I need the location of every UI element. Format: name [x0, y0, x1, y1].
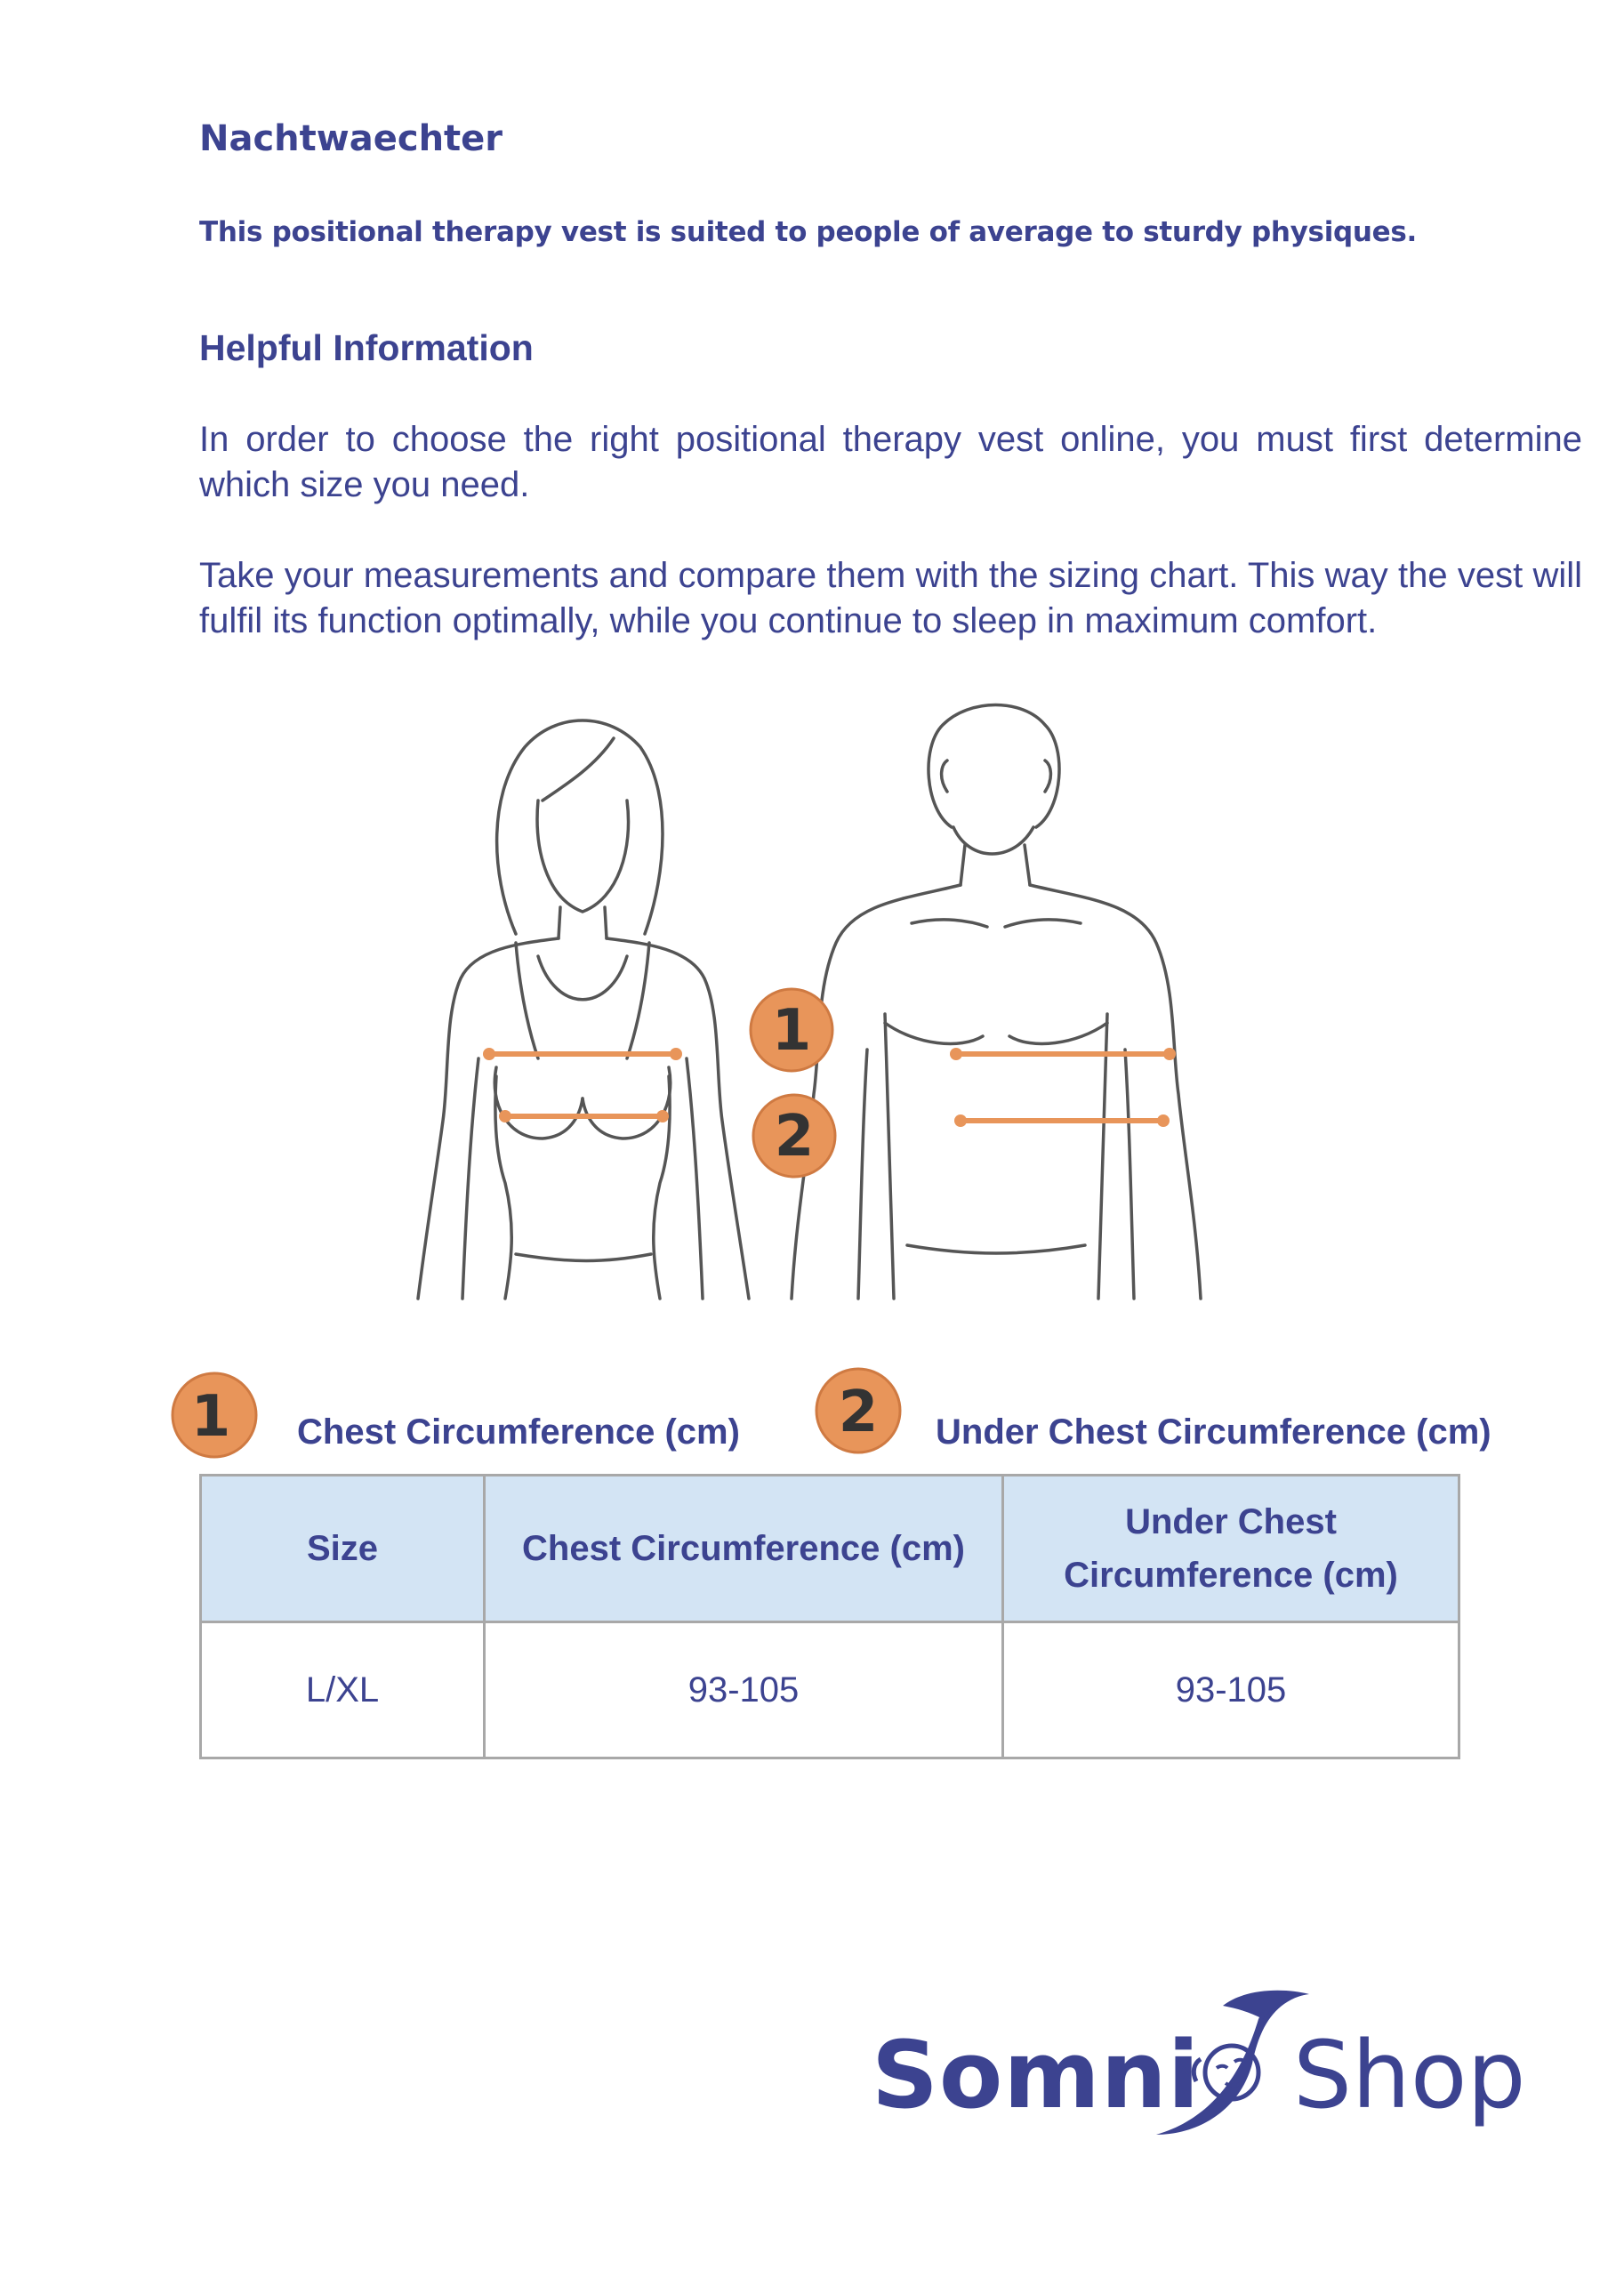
table-row — [201, 1622, 1459, 1758]
sleeping-face-icon — [1138, 1983, 1316, 2152]
measure-paragraph: Take your measurements and compare them with the sizing chart. This way the vest will fulfil its function optimally, while you continue to sleep in maximum comfort. — [199, 556, 1582, 640]
sizing-table — [199, 1474, 1460, 1759]
cell-under-chest: 93-105 — [1003, 1622, 1459, 1758]
female-figure-icon — [418, 720, 749, 1299]
legend-label-chest: Chest Circumference (cm) — [297, 1412, 740, 1452]
table-header-row — [201, 1476, 1459, 1622]
logo-text-shop: Shop — [1293, 2021, 1526, 2129]
legend-badge-1-icon — [169, 1370, 260, 1460]
suitability-note: This positional therapy vest is suited to people of average to sturdy physiques. — [199, 216, 1418, 248]
header-size: Size — [201, 1476, 485, 1622]
marker-2-number: 2 — [774, 1104, 815, 1170]
intro-paragraph: In order to choose the right positional therapy vest online, you must first determine which size you need. — [199, 420, 1582, 504]
marker-1-number: 1 — [771, 998, 812, 1064]
marker-2-icon — [753, 1095, 835, 1177]
legend-badge-2-icon — [813, 1365, 904, 1456]
legend-label-under-chest: Under Chest Circumference (cm) — [936, 1412, 1491, 1452]
somnishop-logo — [872, 1983, 1530, 2152]
svg-text:2: 2 — [838, 1380, 879, 1445]
measurement-illustration — [391, 694, 1281, 1307]
svg-text:1: 1 — [190, 1384, 231, 1450]
section-heading: Helpful Information — [199, 327, 534, 368]
marker-1-icon — [751, 989, 832, 1071]
cell-size: L/XL — [201, 1622, 485, 1758]
header-chest: Chest Circumference (cm) — [485, 1476, 1003, 1622]
logo-text-somni: Somni — [872, 2021, 1201, 2129]
male-figure-icon — [792, 705, 1201, 1299]
page-title: Nachtwaechter — [199, 118, 503, 159]
cell-chest: 93-105 — [485, 1622, 1003, 1758]
header-under-chest: Under Chest Circumference (cm) — [1003, 1476, 1459, 1622]
